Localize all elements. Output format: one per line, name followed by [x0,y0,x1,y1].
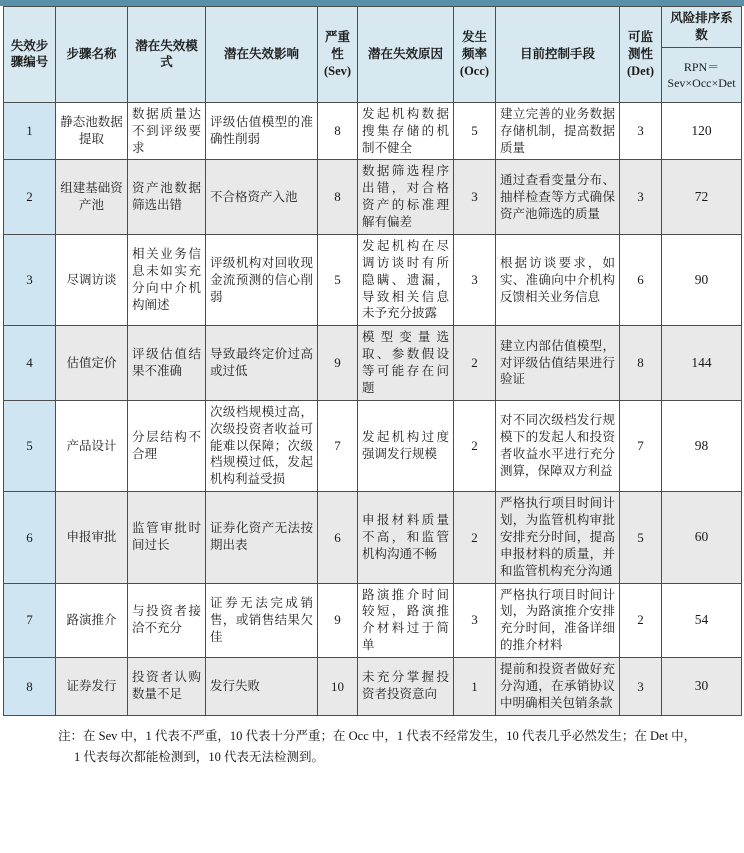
cell-rpn: 90 [662,234,742,325]
cell-occurrence: 5 [454,102,496,160]
cell-failure-effect: 评级机构对回收现金流预测的信心削弱 [206,234,318,325]
cell-severity: 6 [318,492,358,583]
table-row [4,583,742,658]
cell-failure-mode: 分层结构不合理 [128,400,206,491]
col-header-failure-cause: 潜在失效原因 [358,7,454,103]
table-row [4,102,742,160]
cell-step-name: 静态池数据提取 [56,102,128,160]
col-header-step-name: 步骤名称 [56,7,128,103]
cell-occurrence: 1 [454,658,496,716]
footnote [0,726,744,769]
cell-failure-cause: 路演推介时间较短，路演推介材料过于简单 [358,583,454,658]
cell-step-no: 3 [4,234,56,325]
col-header-detection-line3: (Det) [626,63,655,78]
cell-controls: 严格执行项目时间计划，为路演推介安排充分时间，准备详细的推介材料 [496,583,620,658]
cell-step-no: 2 [4,160,56,235]
col-header-rpn-line2: Sev×Occ×Det [667,75,736,90]
footnote-line-2: 1 代表每次都能检测到，10 代表无法检测到。 [74,749,325,764]
col-header-severity-line2: (Sev) [323,63,352,78]
cell-failure-effect: 发行失败 [206,658,318,716]
cell-failure-mode: 与投资者接洽不充分 [128,583,206,658]
cell-step-no: 8 [4,658,56,716]
cell-step-no: 5 [4,400,56,491]
cell-failure-mode: 数据质量达不到评级要求 [128,102,206,160]
cell-detection: 8 [620,326,662,401]
cell-step-name: 尽调访谈 [56,234,128,325]
table-body [4,102,742,715]
cell-occurrence: 2 [454,400,496,491]
table-row [4,234,742,325]
cell-step-name: 估值定价 [56,326,128,401]
cell-step-name: 证券发行 [56,658,128,716]
cell-failure-effect: 证券无法完成销售，或销售结果欠佳 [206,583,318,658]
col-header-detection-line1: 可监 [627,30,653,45]
cell-controls: 对不同次级档发行规模下的发起人和投资者收益水平进行充分测算，保障双方利益 [496,400,620,491]
cell-controls: 提前和投资者做好充分沟通，在承销协议中明确相关包销条款 [496,658,620,716]
cell-severity: 5 [318,234,358,325]
cell-controls: 根据访谈要求，如实、准确向中介机构反馈相关业务信息 [496,234,620,325]
cell-controls: 严格执行项目时间计划，为监管机构审批安排充分时间，提高申报材料的质量，并和监管机构充分沟通 [496,492,620,583]
cell-failure-effect: 证券化资产无法按期出表 [206,492,318,583]
table-row [4,492,742,583]
cell-failure-effect: 次级档规模过高，次级投资者收益可能难以保障；次级档规模过低，发起机构利益受损 [206,400,318,491]
cell-step-no: 7 [4,583,56,658]
cell-occurrence: 3 [454,160,496,235]
cell-failure-effect: 不合格资产入池 [206,160,318,235]
table-row [4,400,742,491]
cell-failure-effect: 导致最终定价过高或过低 [206,326,318,401]
cell-failure-mode: 资产池数据筛选出错 [128,160,206,235]
cell-step-name: 路演推介 [56,583,128,658]
table-header-row-1 [4,7,742,48]
cell-step-no: 6 [4,492,56,583]
cell-failure-effect: 评级估值模型的准确性削弱 [206,102,318,160]
cell-step-no: 1 [4,102,56,160]
cell-severity: 9 [318,326,358,401]
cell-occurrence: 3 [454,234,496,325]
cell-step-no: 4 [4,326,56,401]
col-header-detection-line2: 测性 [627,46,653,61]
cell-controls: 建立完善的业务数据存储机制，提高数据质量 [496,102,620,160]
cell-failure-cause: 发起机构数据搜集存储的机制不健全 [358,102,454,160]
cell-rpn: 60 [662,492,742,583]
col-header-step-no: 失效步骤编号 [4,7,56,103]
cell-detection: 2 [620,583,662,658]
cell-detection: 3 [620,658,662,716]
table-row [4,326,742,401]
cell-detection: 3 [620,160,662,235]
col-header-failure-mode: 潜在失效模式 [128,7,206,103]
cell-rpn: 30 [662,658,742,716]
cell-step-name: 组建基础资产池 [56,160,128,235]
cell-failure-cause: 发起机构过度强调发行规模 [358,400,454,491]
cell-detection: 3 [620,102,662,160]
cell-controls: 建立内部估值模型，对评级估值结果进行验证 [496,326,620,401]
col-header-occurrence [454,7,496,103]
table-row [4,160,742,235]
cell-detection: 5 [620,492,662,583]
col-header-failure-effect: 潜在失效影响 [206,7,318,103]
cell-failure-mode: 投资者认购数量不足 [128,658,206,716]
cell-failure-cause: 数据筛选程序出错，对合格资产的标准理解有偏差 [358,160,454,235]
cell-severity: 8 [318,102,358,160]
fmea-risk-table [3,6,742,716]
cell-failure-mode: 监管审批时间过长 [128,492,206,583]
col-header-rpn-group: 风险排序系数 [662,7,742,48]
cell-step-name: 申报审批 [56,492,128,583]
col-header-occurrence-line1: 发生 [461,30,487,45]
col-header-rpn-formula [662,47,742,102]
cell-occurrence: 3 [454,583,496,658]
table-header [4,7,742,103]
cell-failure-mode: 评级估值结果不准确 [128,326,206,401]
cell-occurrence: 2 [454,492,496,583]
cell-occurrence: 2 [454,326,496,401]
cell-rpn: 72 [662,160,742,235]
cell-rpn: 120 [662,102,742,160]
col-header-severity [318,7,358,103]
cell-severity: 9 [318,583,358,658]
cell-rpn: 98 [662,400,742,491]
cell-failure-cause: 申报材料质量不高，和监管机构沟通不畅 [358,492,454,583]
cell-step-name: 产品设计 [56,400,128,491]
cell-severity: 7 [318,400,358,491]
footnote-line-1: 注：在 Sev 中，1 代表不严重，10 代表十分严重；在 Occ 中，1 代表不经常发生，10 代表几乎必然发生；在 Det 中， [58,728,697,743]
col-header-detection [620,7,662,103]
cell-severity: 8 [318,160,358,235]
cell-rpn: 54 [662,583,742,658]
col-header-occurrence-line3: (Occ) [459,63,490,78]
col-header-rpn-line1: RPN＝ [683,59,720,74]
cell-detection: 7 [620,400,662,491]
cell-failure-cause: 未充分掌握投资者投资意向 [358,658,454,716]
cell-rpn: 144 [662,326,742,401]
col-header-severity-line1: 严重性 [324,30,350,61]
cell-failure-cause: 模型变量选取、参数假设等可能存在问题 [358,326,454,401]
col-header-occurrence-line2: 频率 [461,46,487,61]
cell-failure-cause: 发起机构在尽调访谈时有所隐瞒、遗漏，导致相关信息未予充分披露 [358,234,454,325]
cell-failure-mode: 相关业务信息未如实充分向中介机构阐述 [128,234,206,325]
table-row [4,658,742,716]
cell-detection: 6 [620,234,662,325]
col-header-controls: 目前控制手段 [496,7,620,103]
cell-controls: 通过查看变量分布、抽样检查等方式确保资产池筛选的质量 [496,160,620,235]
cell-severity: 10 [318,658,358,716]
